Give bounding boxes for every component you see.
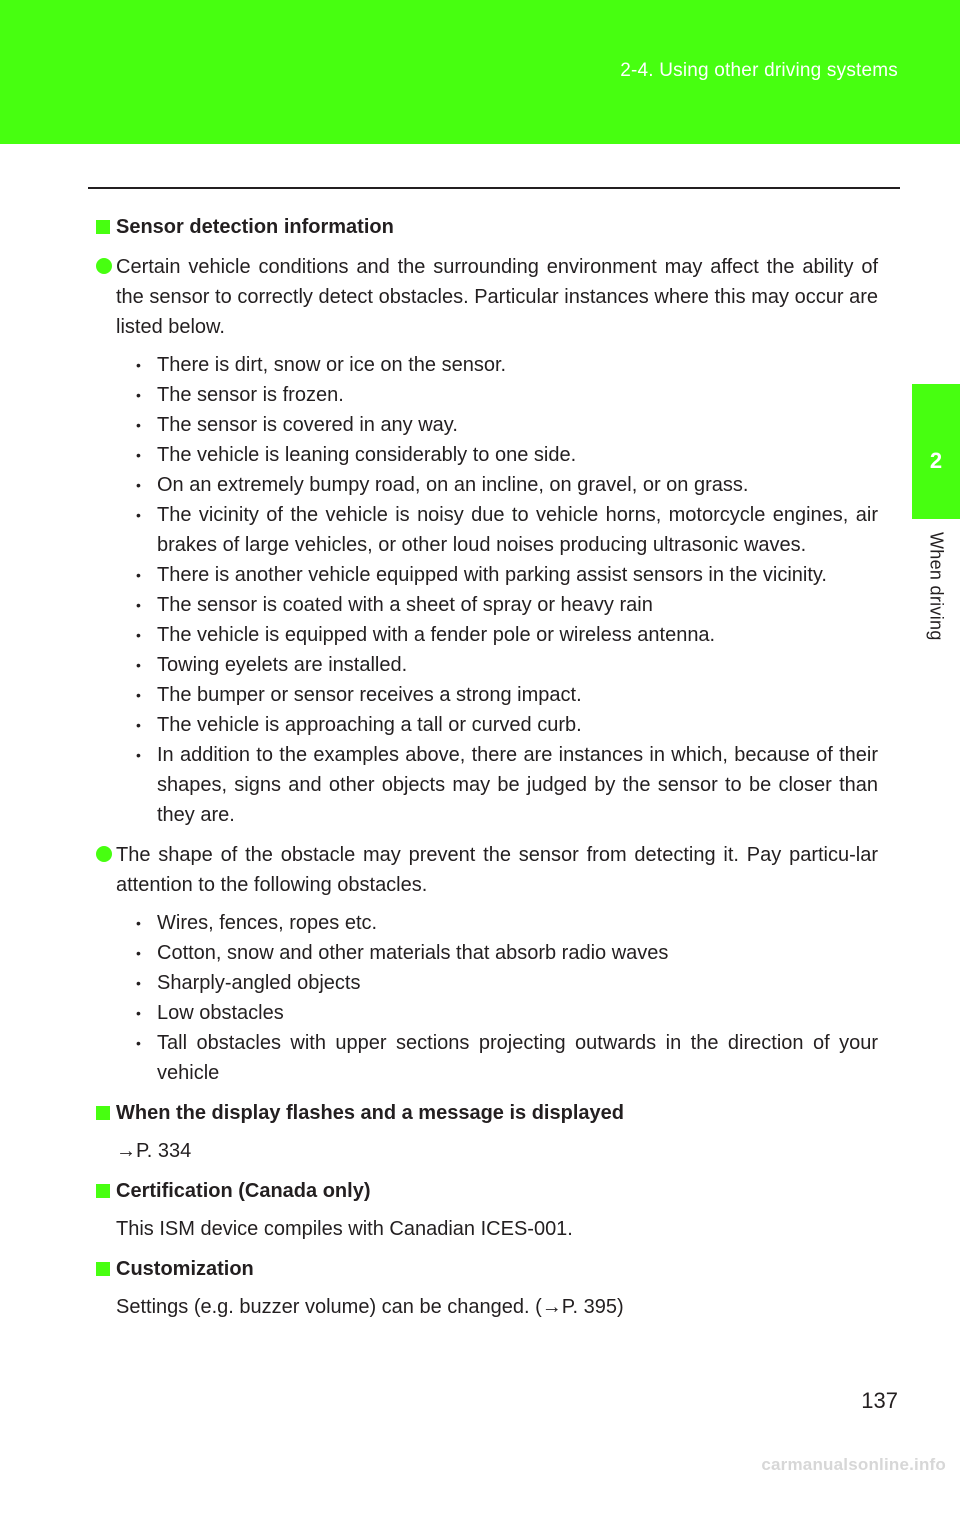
paragraph-text: This ISM device compiles with Canadian ICES-001. (116, 1218, 573, 1240)
list-item: • Low obstacles (136, 998, 878, 1028)
section-sensor-detection (96, 212, 878, 1088)
section-certification (96, 1176, 878, 1244)
heading-text: Certification (Canada only) (116, 1180, 371, 1202)
paragraph (96, 840, 878, 900)
paragraph (96, 252, 878, 342)
list-item: • There is another vehicle equipped with parking assist sensors in the vicinity. (136, 560, 878, 590)
list-item: • Tall obstacles with upper sections projecting outwards in the direction of your vehicle (136, 1028, 878, 1088)
side-tab (912, 144, 960, 1520)
list-item: • The bumper or sensor receives a strong impact. (136, 680, 878, 710)
list-item: • On an extremely bumpy road, on an incline, on gravel, or on grass. (136, 470, 878, 500)
list-item: • The vehicle is equipped with a fender pole or wireless antenna. (136, 620, 878, 650)
section-heading (96, 1098, 878, 1128)
circle-bullet-icon (96, 846, 112, 862)
list-item: • The sensor is covered in any way. (136, 410, 878, 440)
list-item: • Sharply-angled objects (136, 968, 878, 998)
list-item: • Wires, fences, ropes etc. (136, 908, 878, 938)
circle-bullet-icon (96, 258, 112, 274)
bullet-list (96, 350, 878, 830)
paragraph-text: The shape of the obstacle may prevent the sensor from detecting it. Pay particu-lar attention to the following obstacles. (116, 844, 878, 896)
section-heading (96, 1176, 878, 1206)
watermark[interactable]: carmanualsonline.info (761, 1455, 946, 1474)
paragraph-text: Settings (e.g. buzzer volume) can be changed. (→P. 395) (116, 1296, 624, 1318)
heading-text: When the display flashes and a message is displayed (116, 1102, 624, 1124)
heading-text: Customization (116, 1258, 254, 1280)
page-reference: →P. 334 (116, 1140, 192, 1162)
square-bullet-icon (96, 1262, 110, 1276)
section-customization (96, 1254, 878, 1322)
section-display-flashes (96, 1098, 878, 1166)
bullet-list (96, 908, 878, 1088)
square-bullet-icon (96, 220, 110, 234)
list-item: • The sensor is frozen. (136, 380, 878, 410)
list-item: • The vehicle is leaning considerably to one side. (136, 440, 878, 470)
list-item: • Towing eyelets are installed. (136, 650, 878, 680)
list-item: • The sensor is coated with a sheet of spray or heavy rain (136, 590, 878, 620)
paragraph-text: Certain vehicle conditions and the surrounding environment may affect the ability of the sensor to correctly detect obstacles. Particular instances where this may occur are listed below. (116, 256, 878, 338)
list-item: • There is dirt, snow or ice on the sensor. (136, 350, 878, 380)
page-number: 137 (861, 1388, 898, 1413)
list-item: • The vehicle is approaching a tall or curved curb. (136, 710, 878, 740)
section-heading (96, 212, 878, 242)
section-title: 2-4. Using other driving systems (620, 60, 898, 81)
square-bullet-icon (96, 1184, 110, 1198)
heading-text: Sensor detection information (116, 216, 394, 238)
chapter-number: 2 (929, 448, 943, 473)
square-bullet-icon (96, 1106, 110, 1120)
list-item: • The vicinity of the vehicle is noisy due to vehicle horns, motorcycle engines, air brakes of large vehicles, or other loud noises producing ultrasonic waves. (136, 500, 878, 560)
list-item: • Cotton, snow and other materials that absorb radio waves (136, 938, 878, 968)
header-rule (88, 187, 900, 189)
page-content (96, 212, 878, 1322)
chapter-label: When driving (926, 532, 947, 641)
list-item: • In addition to the examples above, there are instances in which, because of their shapes, signs and other objects may be judged by the sensor to be closer than they are. (136, 740, 878, 830)
section-heading (96, 1254, 878, 1284)
